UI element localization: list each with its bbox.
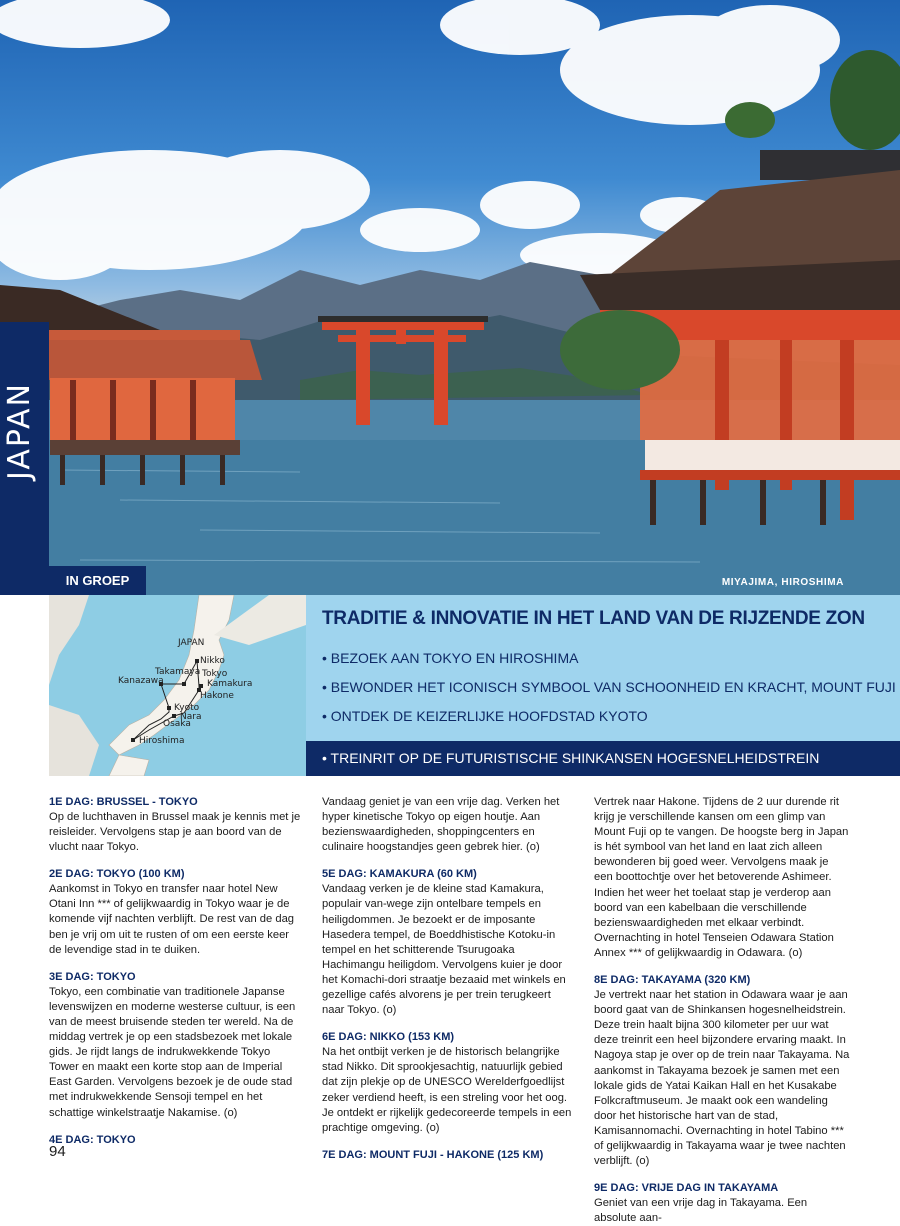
day-title: 9E DAG: VRIJE DAG IN TAKAYAMA <box>594 1182 779 1195</box>
highlights-box <box>306 595 900 741</box>
highlight-item: • BEWONDER HET ICONISCH SYMBOOL VAN SCHOONHEID EN KRACHT, MOUNT FUJI <box>322 679 896 695</box>
day-title: 6E DAG: NIKKO (153 KM) <box>322 1031 455 1044</box>
day-block <box>322 867 572 1018</box>
page-number: 94 <box>49 1143 66 1160</box>
day-title: 5E DAG: KAMAKURA (60 KM) <box>322 868 477 881</box>
highlight-item: • BEZOEK AAN TOKYO EN HIROSHIMA <box>322 650 579 666</box>
day-text: Aankomst in Tokyo en transfer naar hotel New Otani Inn *** of gelijkwaardig in Tokyo waar je de komende vijf nachten verblijft. De rest van de dag ben je vrij om uit te rusten of om een eerste keer de levendige stad in te duiken. <box>49 883 295 956</box>
map-label-osaka: Osaka <box>163 719 191 729</box>
day-title: 2E DAG: TOKYO (100 KM) <box>49 868 185 881</box>
miyajima-illustration <box>0 0 900 595</box>
day-text: Vertrek naar Hakone. Tijdens de 2 uur durende rit krijg je verschillende kansen om een glimp van Mount Fuji op te vangen. De hoogste berg in Japan is hét symbool van het land en laat zich alleen bewonderen bij goed weer. Vervolgens maak je een boottochtje over het betoverende Ashimeer. Indien het weer het toelaat stap je verderop aan boord van een kabelbaan die verschillende bezienswaardigheden met elkaar verbindt. Overnachting in hotel Tenseien Odawara Station Annex *** of gelijkwaardig in Odawara. (o) <box>594 796 849 959</box>
map-label-hakone: Hakone <box>200 691 234 701</box>
map-label-hiroshima: Hiroshima <box>139 736 185 746</box>
hero-photo <box>0 0 900 595</box>
featured-highlight-text: • TREINRIT OP DE FUTURISTISCHE SHINKANSEN HOGESNELHEIDSTREIN <box>322 750 820 766</box>
highlight-item: • ONTDEK DE KEIZERLIJKE HOOFDSTAD KYOTO <box>322 708 648 724</box>
day-text: Vandaag geniet je van een vrije dag. Verken het hyper kinetische Tokyo op eigen houtje. Aan bezienswaardigheden, shoppingcenters en culinaire hoogstandjes geen gebrek hier. (o) <box>322 796 560 854</box>
japan-map-graphic <box>49 595 306 776</box>
itinerary-column-2 <box>322 795 572 1163</box>
map-label-nara: Nara <box>180 712 202 722</box>
photo-caption: MIYAJIMA, HIROSHIMA <box>721 577 844 588</box>
route-map <box>49 595 306 776</box>
day-text: Tokyo, een combinatie van traditionele Japanse levenswijzen en moderne westerse cultuur, is een van de meest bruisende steden ter wereld. Na de middag vertrek je op een stadsbezoek met lokale gids. Je rijdt langs de indrukwekkende Tokyo Tower en maakt een korte stop aan de Imperial East Garden. Vervolgens bezoek je de oude stad met indrukwekkende Sensoji tempel en het schattige winkelstraatje Nakamise. (o) <box>49 985 296 1119</box>
map-label-country: JAPAN <box>178 638 205 648</box>
day-block <box>322 795 572 855</box>
map-label-kamakura: Kamakura <box>207 679 253 689</box>
day-block <box>49 795 301 855</box>
highlights-title: TRADITIE & INNOVATIE IN HET LAND VAN DE RIJZENDE ZON <box>322 608 865 629</box>
itinerary-column-1 <box>49 795 301 1148</box>
map-label-takamaya: Takamaya <box>155 667 201 677</box>
day-block <box>49 970 301 1121</box>
day-text: Na het ontbijt verken je de historisch belangrijke stad Nikko. Dit sprookjesachtig, natuurlijk gebied dat zijn plekje op de UNESCO Werelderfgoedlijst zeker verdiend heeft, is een streling voor het oog. Je ontdekt er rijkelijk gedecoreerde tempels in een prachtige omgeving. (o) <box>322 1046 572 1134</box>
group-badge: IN GROEP <box>49 566 146 595</box>
day-block <box>49 1133 301 1148</box>
day-block <box>594 795 850 961</box>
day-block <box>322 1148 572 1163</box>
country-label <box>2 436 37 480</box>
itinerary-column-3 <box>594 795 850 1226</box>
day-text: Je vertrekt naar het station in Odawara waar je aan boord gaat van de Shinkansen hogesnelheidstrein. Deze trein haalt bijna 300 kilometer per uur wat deze treinrit een heel bijzondere ervaring maakt. In Nagoya stap je over op de trein naar Takayama. Na aankomst in Takayama bezoek je samen met een lokale gids de Yatai Kaikan Hall en het Kusakabe Folkcraftmuseum. Je maakt ook een wandeling door het historische hart van de stad, Kamisannomachi. Overnachting in hotel Tabino *** of gelijkwaardig in Takayama waar je twee nachten verblijft. (o) <box>594 989 850 1168</box>
day-title: 3E DAG: TOKYO <box>49 970 136 983</box>
day-text: Vandaag verken je de kleine stad Kamakura, populair van-wege zijn ontelbare tempels en heiligdommen. Je bezoekt er de imposante Hasedera tempel, de Boeddhistische Kotoku-in tempel en het schitterende Tsurugoaka Hachimangu heiligdom. Vervolgens kuier je door het Komachi-dori straatje bezaaid met winkels en gezellige cafés alvorens je per trein terugkeert naar Tokyo. (o) <box>322 883 566 1017</box>
day-block <box>594 973 850 1169</box>
day-title: 7E DAG: MOUNT FUJI - HAKONE (125 KM) <box>322 1148 544 1161</box>
day-text: Geniet van een vrije dag in Takayama. Een absolute aan- <box>594 1197 808 1225</box>
featured-highlight <box>306 741 900 776</box>
day-block <box>594 1181 850 1226</box>
map-label-kyoto: Kyoto <box>174 703 200 713</box>
day-block <box>49 867 301 957</box>
day-text: Op de luchthaven in Brussel maak je kennis met je reisleider. Vervolgens stap je aan boord van de vlucht naar Tokyo. <box>49 811 301 854</box>
map-label-tokyo: Tokyo <box>202 669 228 679</box>
day-title: 8E DAG: TAKAYAMA (320 KM) <box>594 974 751 987</box>
map-label-nikko: Nikko <box>200 656 225 666</box>
day-title: 1E DAG: BRUSSEL - TOKYO <box>49 796 198 808</box>
day-title: 4E DAG: TOKYO <box>49 1133 136 1146</box>
map-label-kanazawa: Kanazawa <box>118 676 164 686</box>
day-block <box>322 1030 572 1136</box>
